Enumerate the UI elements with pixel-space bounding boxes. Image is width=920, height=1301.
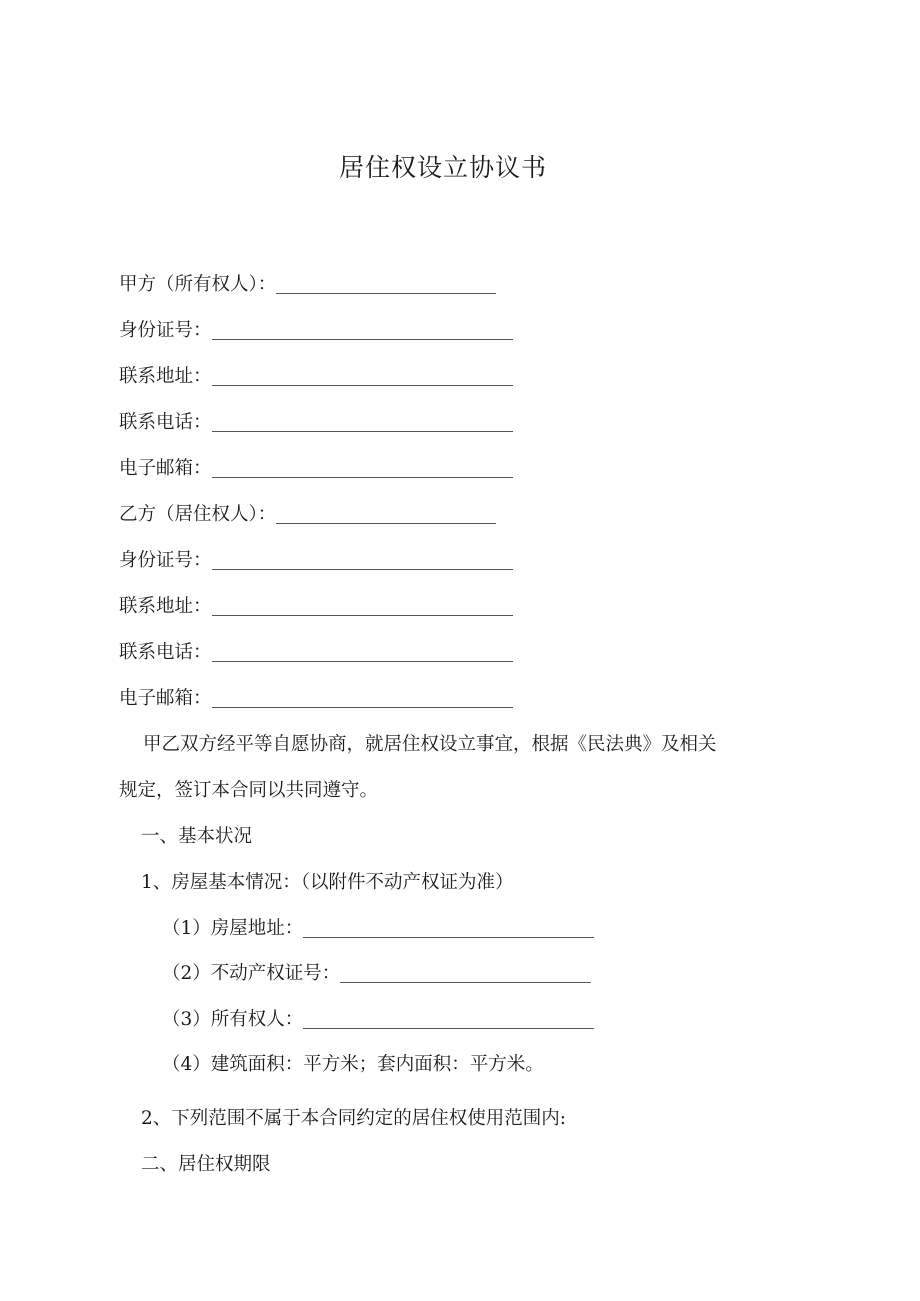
section-1-item-1: 1、房屋基本情况：（以附件不动产权证为准） — [141, 872, 514, 893]
party-b-name-field[interactable] — [276, 505, 496, 524]
party-b-phone-label: 联系电话： — [119, 642, 212, 663]
party-a-id-label: 身份证号： — [119, 320, 212, 341]
party-a-email-label: 电子邮箱： — [119, 458, 212, 479]
section-2-heading: 二、居住权期限 — [141, 1154, 271, 1175]
owner-row — [162, 1007, 594, 1033]
party-b-address-label: 联系地址： — [119, 596, 212, 617]
section-1-heading: 一、基本状况 — [141, 826, 253, 847]
party-b-header-row — [119, 502, 496, 528]
document-title: 居住权设立协议书 — [338, 153, 547, 182]
area-line: （4）建筑面积：平方米；套内面积：平方米。 — [162, 1054, 544, 1075]
party-a-address-field[interactable] — [212, 367, 513, 386]
party-a-id-row — [119, 318, 513, 344]
property-cert-row — [162, 961, 591, 987]
property-cert-field[interactable] — [340, 964, 591, 983]
party-a-address-label: 联系地址： — [119, 366, 212, 387]
owner-field[interactable] — [303, 1010, 594, 1029]
party-b-email-label: 电子邮箱： — [119, 688, 212, 709]
party-b-phone-field[interactable] — [212, 643, 513, 662]
party-a-id-field[interactable] — [212, 321, 513, 340]
party-b-email-field[interactable] — [212, 689, 513, 708]
party-a-phone-field[interactable] — [212, 413, 513, 432]
intro-paragraph-line-1: 甲乙双方经平等自愿协商，就居住权设立事宜，根据《民法典》及相关 — [143, 734, 717, 755]
party-b-id-row — [119, 548, 513, 574]
party-a-label: 甲方（所有权人）： — [119, 274, 277, 295]
property-cert-label: （2）不动产权证号： — [162, 963, 341, 984]
house-address-row — [162, 916, 594, 942]
owner-label: （3）所有权人： — [162, 1009, 304, 1030]
party-a-header-row — [119, 272, 496, 298]
party-b-email-row — [119, 686, 513, 712]
house-address-label: （1）房屋地址： — [162, 918, 304, 939]
section-1-item-2: 2、下列范围不属于本合同约定的居住权使用范围内: — [141, 1108, 567, 1129]
party-a-phone-label: 联系电话： — [119, 412, 212, 433]
party-a-name-field[interactable] — [276, 275, 496, 294]
party-b-address-field[interactable] — [212, 597, 513, 616]
party-b-address-row — [119, 594, 513, 620]
party-b-label: 乙方（居住权人）： — [119, 504, 277, 525]
party-b-id-label: 身份证号： — [119, 550, 212, 571]
party-a-email-row — [119, 456, 513, 482]
party-a-address-row — [119, 364, 513, 390]
house-address-field[interactable] — [303, 919, 594, 938]
intro-paragraph-line-2: 规定，签订本合同以共同遵守。 — [119, 780, 379, 801]
party-a-email-field[interactable] — [212, 459, 513, 478]
party-b-phone-row — [119, 640, 513, 666]
party-b-id-field[interactable] — [212, 551, 513, 570]
party-a-phone-row — [119, 410, 513, 436]
